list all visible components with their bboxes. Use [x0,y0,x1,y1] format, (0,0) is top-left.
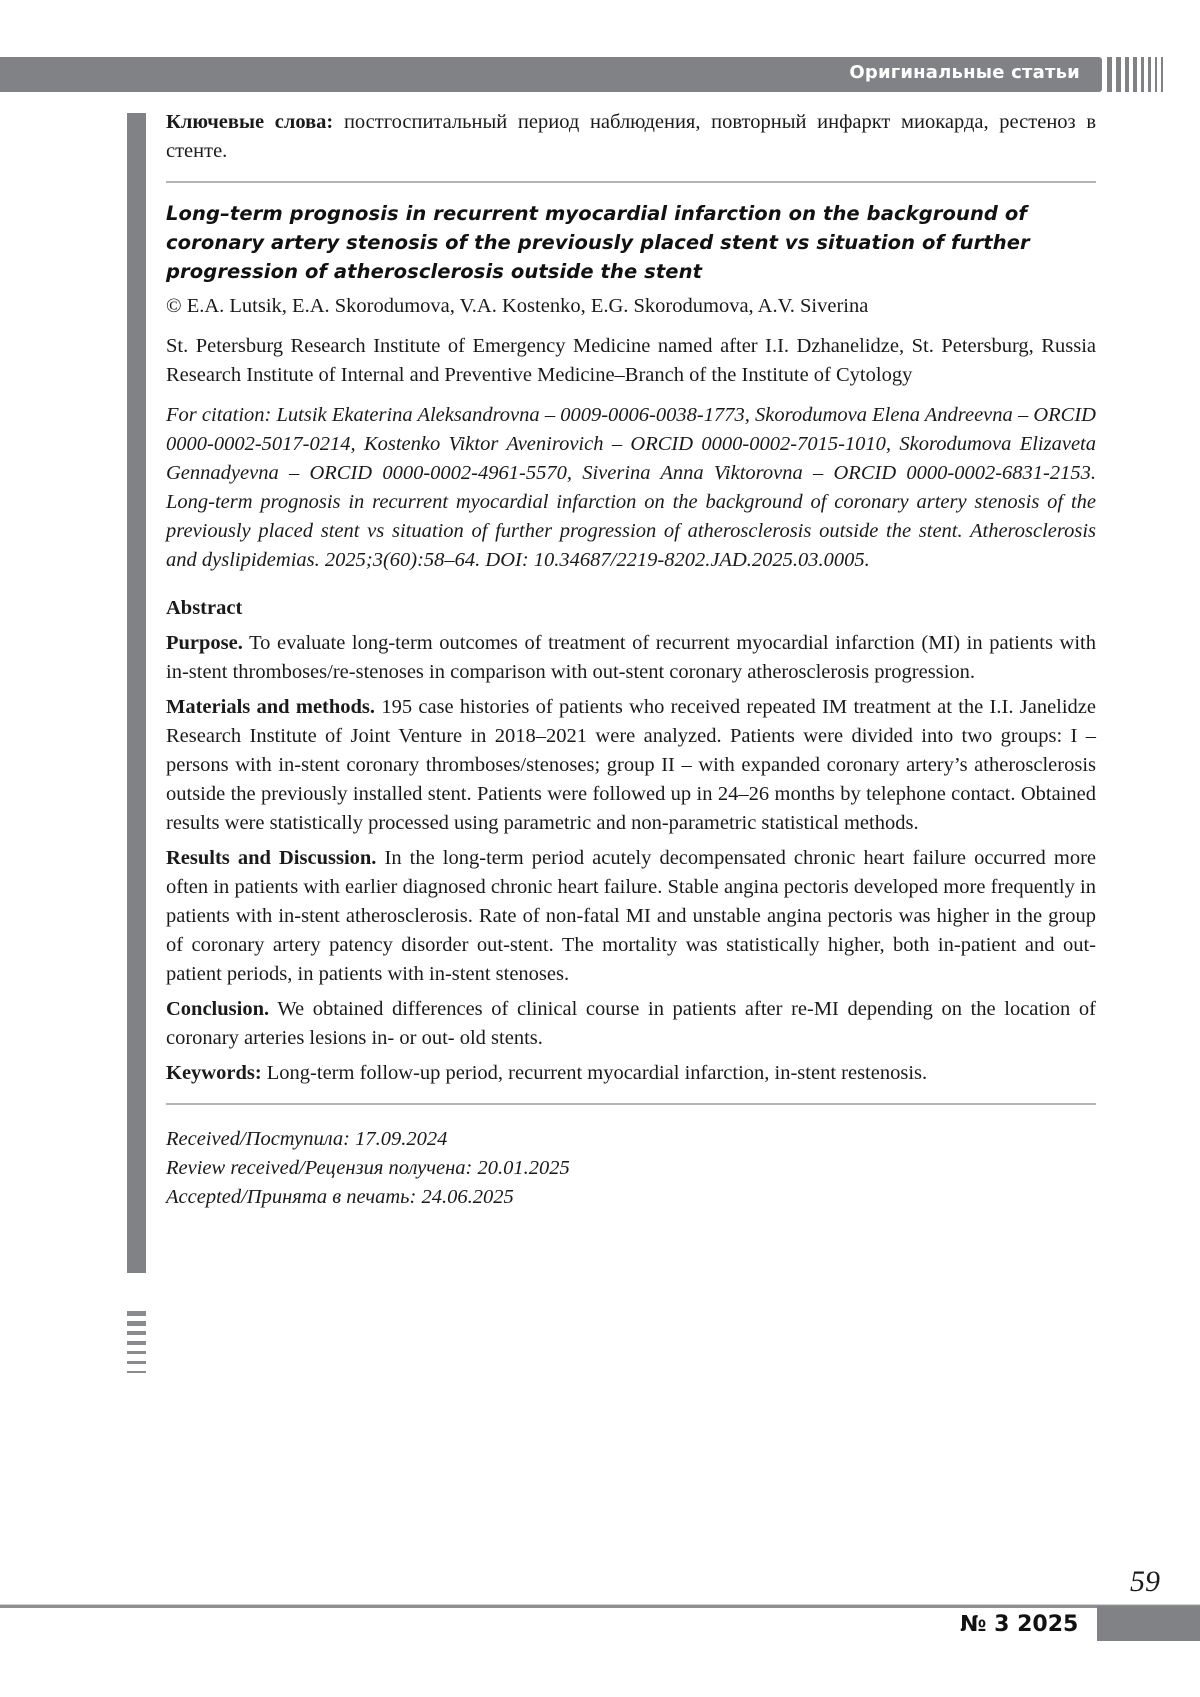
issue-label: № 3 2025 [960,1612,1079,1637]
keywords-ru-label: Ключевые слова: [166,111,334,133]
abstract-methods [166,693,1096,838]
abstract-results [166,844,1096,989]
date-received: Received/Поступила: 17.09.2024 [166,1128,448,1150]
abstract-section-text: To evaluate long-term outcomes of treatment of recurrent myocardial infarction (MI) in patients with in-stent thromboses/re-stenoses in comparison with out-stent coronary atherosclerosis progression. [166,632,1096,683]
date-accepted: Accepted/Принята в печать: 24.06.2025 [166,1186,514,1208]
footer-decorative-block [1097,1606,1200,1641]
article-title: Long–term prognosis in recurrent myocardial infarction on the background of coronary artery stenosis of the previously placed stent vs situation of further progression of atherosclerosis outside the stent [166,202,1030,283]
abstract-conclusion [166,995,1096,1053]
article-affiliation: St. Petersburg Research Institute of Emergency Medicine named after I.I. Dzhanelidze, St. Petersburg, Russia Research Institute of Internal and Preventive Medicine–Branch of the Institute of Cytology [166,335,1096,386]
sidebar-decorative-bar [127,113,146,1273]
keywords-ru-text: постгоспитальный период наблюдения, повторный инфаркт миокарда, рестеноз в стенте. [166,111,1096,162]
date-review-received: Review received/Рецензия получена: 20.01.2025 [166,1157,570,1179]
abstract-section-text: We obtained differences of clinical course in patients after re-MI depending on the location of coronary arteries lesions in- or out- old stents. [166,998,1096,1049]
separator-bottom [166,1103,1096,1105]
abstract-section-text: 195 case histories of patients who received repeated IM treatment at the I.I. Janelidze Research Institute of Joint Venture in 2018–2021 were analyzed. Patients were divided into two groups: I – persons with in-stent coronary thromboses/stenoses; group II – with expanded coronary artery’s atherosclerosis outside the previously installed stent. Patients were followed up in 24–26 months by telephone contact. Obtained results were statistically processed using parametric and non-parametric statistical methods. [166,696,1097,834]
article-content [166,108,1096,1212]
footer-rule [0,1604,1200,1608]
section-header-bar [0,57,1102,92]
abstract-purpose [166,629,1096,687]
abstract-section-label: Conclusion. [166,998,270,1020]
abstract-section-text: Long-term follow-up period, recurrent myocardial infarction, in-stent restenosis. [261,1062,928,1084]
page-number: 59 [1130,1565,1160,1598]
abstract-heading: Abstract [166,597,243,619]
article-dates [166,1125,1096,1212]
article-citation: For citation: Lutsik Ekaterina Aleksandrovna – 0009-0006-0038-1773, Skorodumova Elena Andreevna – ORCID 0000-0002-5017-0214, Kostenko Viktor Avenirovich – ORCID 0000-0002-7015-1010, Skorodumova Elizaveta Gennadyevna – ORCID 0000-0002-4961-5570, Siverina Anna Viktorovna – ORCID 0000-0002-6831-2153. Long-term prognosis in recurrent myocardial infarction on the background of coronary artery stenosis of the previously placed stent vs situation of further progression of atherosclerosis outside the stent. Atherosclerosis and dyslipidemias. 2025;3(60):58–64. DOI: 10.34687/2219-8202.JAD.2025.03.0005. [166,404,1096,571]
keywords-ru [166,108,1096,166]
abstract-section-label: Results and Discussion. [166,847,377,869]
abstract-section-text: In the long-term period acutely decompensated chronic heart failure occurred more often in patients with earlier diagnosed chronic heart failure. Stable angina pectoris developed more frequently in patients with in-stent atherosclerosis. Rate of non-fatal MI and unstable angina pectoris was higher in the group of coronary artery patency disorder out-stent. The mortality was statistically higher, both in-patient and out-patient periods, in patients with in-stent stenoses. [166,847,1096,985]
section-title: Оригинальные статьи [849,62,1080,83]
abstract-section-label: Keywords: [166,1062,262,1084]
abstract-section-label: Materials and methods. [166,696,376,718]
separator-top [166,181,1096,183]
abstract-section-label: Purpose. [166,632,243,654]
article-authors: © E.A. Lutsik, E.A. Skorodumova, V.A. Kostenko, E.G. Skorodumova, A.V. Siverina [166,295,869,317]
abstract-keywords [166,1059,1096,1088]
